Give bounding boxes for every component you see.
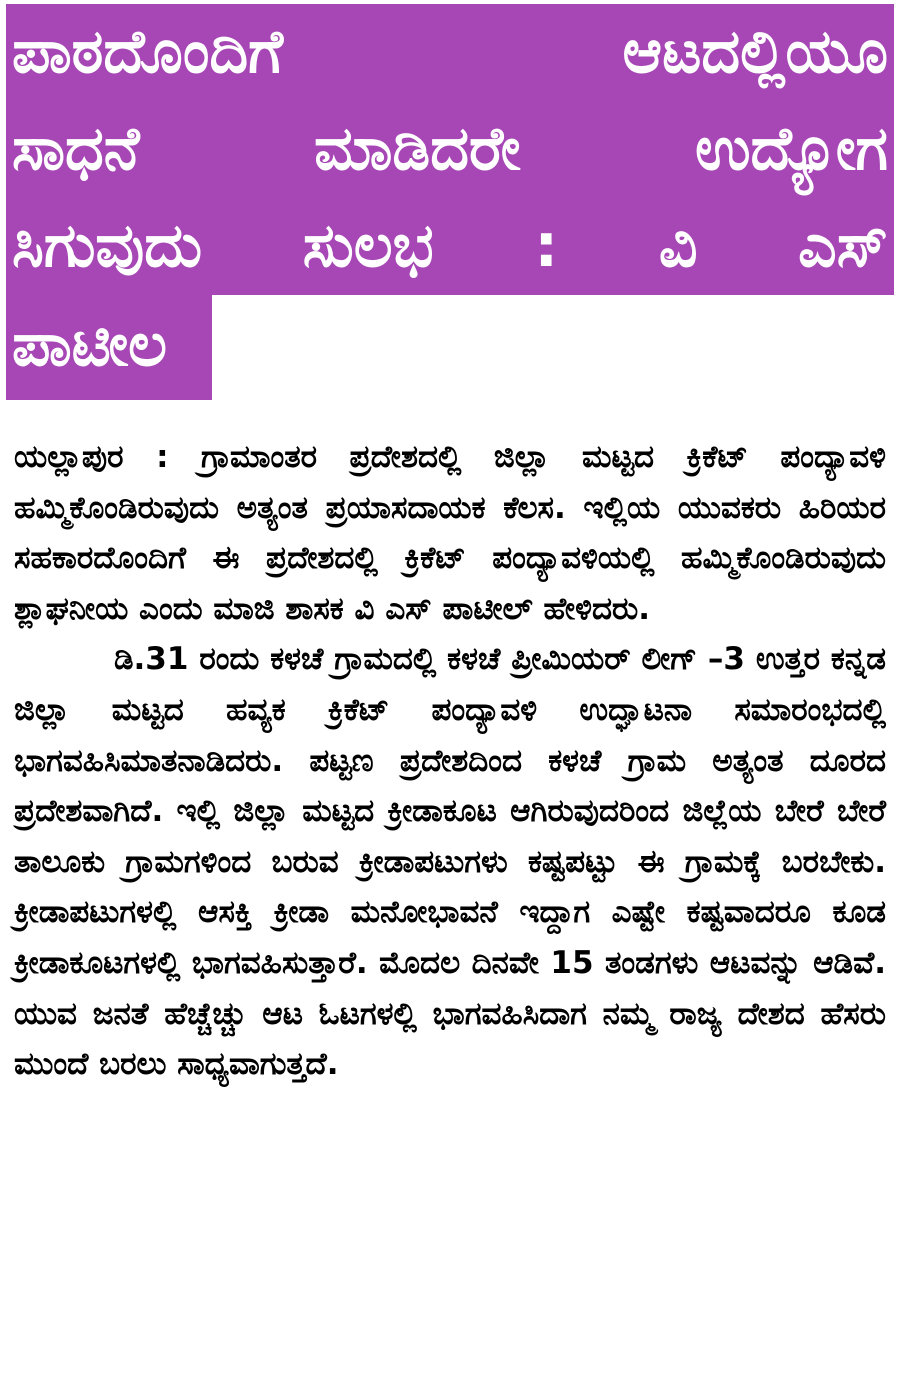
headline-line-3: ಸಿಗುವುದು ಸುಲಭ : ವಿ ಎಸ್ [6, 198, 894, 295]
article-paragraph-2: ಡಿ.31 ರಂದು ಕಳಚೆ ಗ್ರಾಮದಲ್ಲಿ ಕಳಚೆ ಪ್ರೀಮಿಯರ್ ಲೀಗ್ –3 ಉತ್ತರ ಕನ್ನಡ ಜಿಲ್ಲಾ ಮಟ್ಟದ ಹವ್ಯಕ ಕ್ರಿಕೆಟ್ ಪಂದ್ಯಾವಳಿ ಉದ್ಘಾಟನಾ ಸಮಾರಂಭದಲ್ಲಿ ಭಾಗವಹಿಸಿಮಾತನಾಡಿದರು. ಪಟ್ಟಣ ಪ್ರದೇಶದಿಂದ ಕಳಚೆ ಗ್ರಾಮ ಅತ್ಯಂತ ದೂರದ ಪ್ರದೇಶವಾಗಿದೆ. ಇಲ್ಲಿ ಜಿಲ್ಲಾ ಮಟ್ಟದ ಕ್ರೀಡಾಕೂಟ ಆಗಿರುವುದರಿಂದ ಜಿಲ್ಲೆಯ ಬೇರೆ ಬೇರೆ ತಾಲೂಕು ಗ್ರಾಮಗಳಿಂದ ಬರುವ ಕ್ರೀಡಾಪಟುಗಳು ಕಷ್ಟಪಟ್ಟು ಈ ಗ್ರಾಮಕ್ಕೆ ಬರಬೇಕು. ಕ್ರೀಡಾಪಟುಗಳಲ್ಲಿ ಆಸಕ್ತಿ ಕ್ರೀಡಾ ಮನೋಭಾವನೆ ಇದ್ದಾಗ ಎಷ್ಟೇ ಕಷ್ಟವಾದರೂ ಕೂಡ ಕ್ರೀಡಾಕೂಟಗಳಲ್ಲಿ ಭಾಗವಹಿಸುತ್ತಾರೆ. ಮೊದಲ ದಿನವೇ 15 ತಂಡಗಳು ಆಟವನ್ನು ಆಡಿವೆ. ಯುವ ಜನತೆ ಹೆಚ್ಚೆಚ್ಚು ಆಟ ಓಟಗಳಲ್ಲಿ ಭಾಗವಹಿಸಿದಾಗ ನಮ್ಮ ರಾಜ್ಯ ದೇಶದ ಹೆಸರು ಮುಂದೆ ಬರಲು ಸಾಧ್ಯವಾಗುತ್ತದೆ. [14, 641, 886, 1083]
article-paragraph-1: ಯಲ್ಲಾಪುರ : ಗ್ರಾಮಾಂತರ ಪ್ರದೇಶದಲ್ಲಿ ಜಿಲ್ಲಾ ಮಟ್ಟದ ಕ್ರಿಕೆಟ್ ಪಂದ್ಯಾವಳಿ ಹಮ್ಮಿಕೊಂಡಿರುವುದು ಅತ್ಯಂತ ಪ್ರಯಾಸದಾಯಕ ಕೆಲಸ. ಇಲ್ಲಿಯ ಯುವಕರು ಹಿರಿಯರ ಸಹಕಾರದೊಂದಿಗೆ ಈ ಪ್ರದೇಶದಲ್ಲಿ ಕ್ರಿಕೆಟ್ ಪಂದ್ಯಾವಳಿಯಲ್ಲಿ ಹಮ್ಮಿಕೊಂಡಿರುವುದು ಶ್ಲಾಘನೀಯ ಎಂದು ಮಾಜಿ ಶಾಸಕ ವಿ ಎಸ್ ಪಾಟೀಲ್ ಹೇಳಿದರು. [14, 439, 886, 627]
headline [6, 4, 894, 408]
headline-line-2: ಸಾಧನೆ ಮಾಡಿದರೇ ಉದ್ಯೋಗ [6, 101, 894, 198]
headline-line-4: ಪಾಟೀಲ [6, 295, 212, 400]
headline-line-1: ಪಾಠದೊಂದಿಗೆ ಆಟದಲ್ಲಿಯೂ [6, 4, 894, 101]
article-body [14, 432, 886, 1090]
